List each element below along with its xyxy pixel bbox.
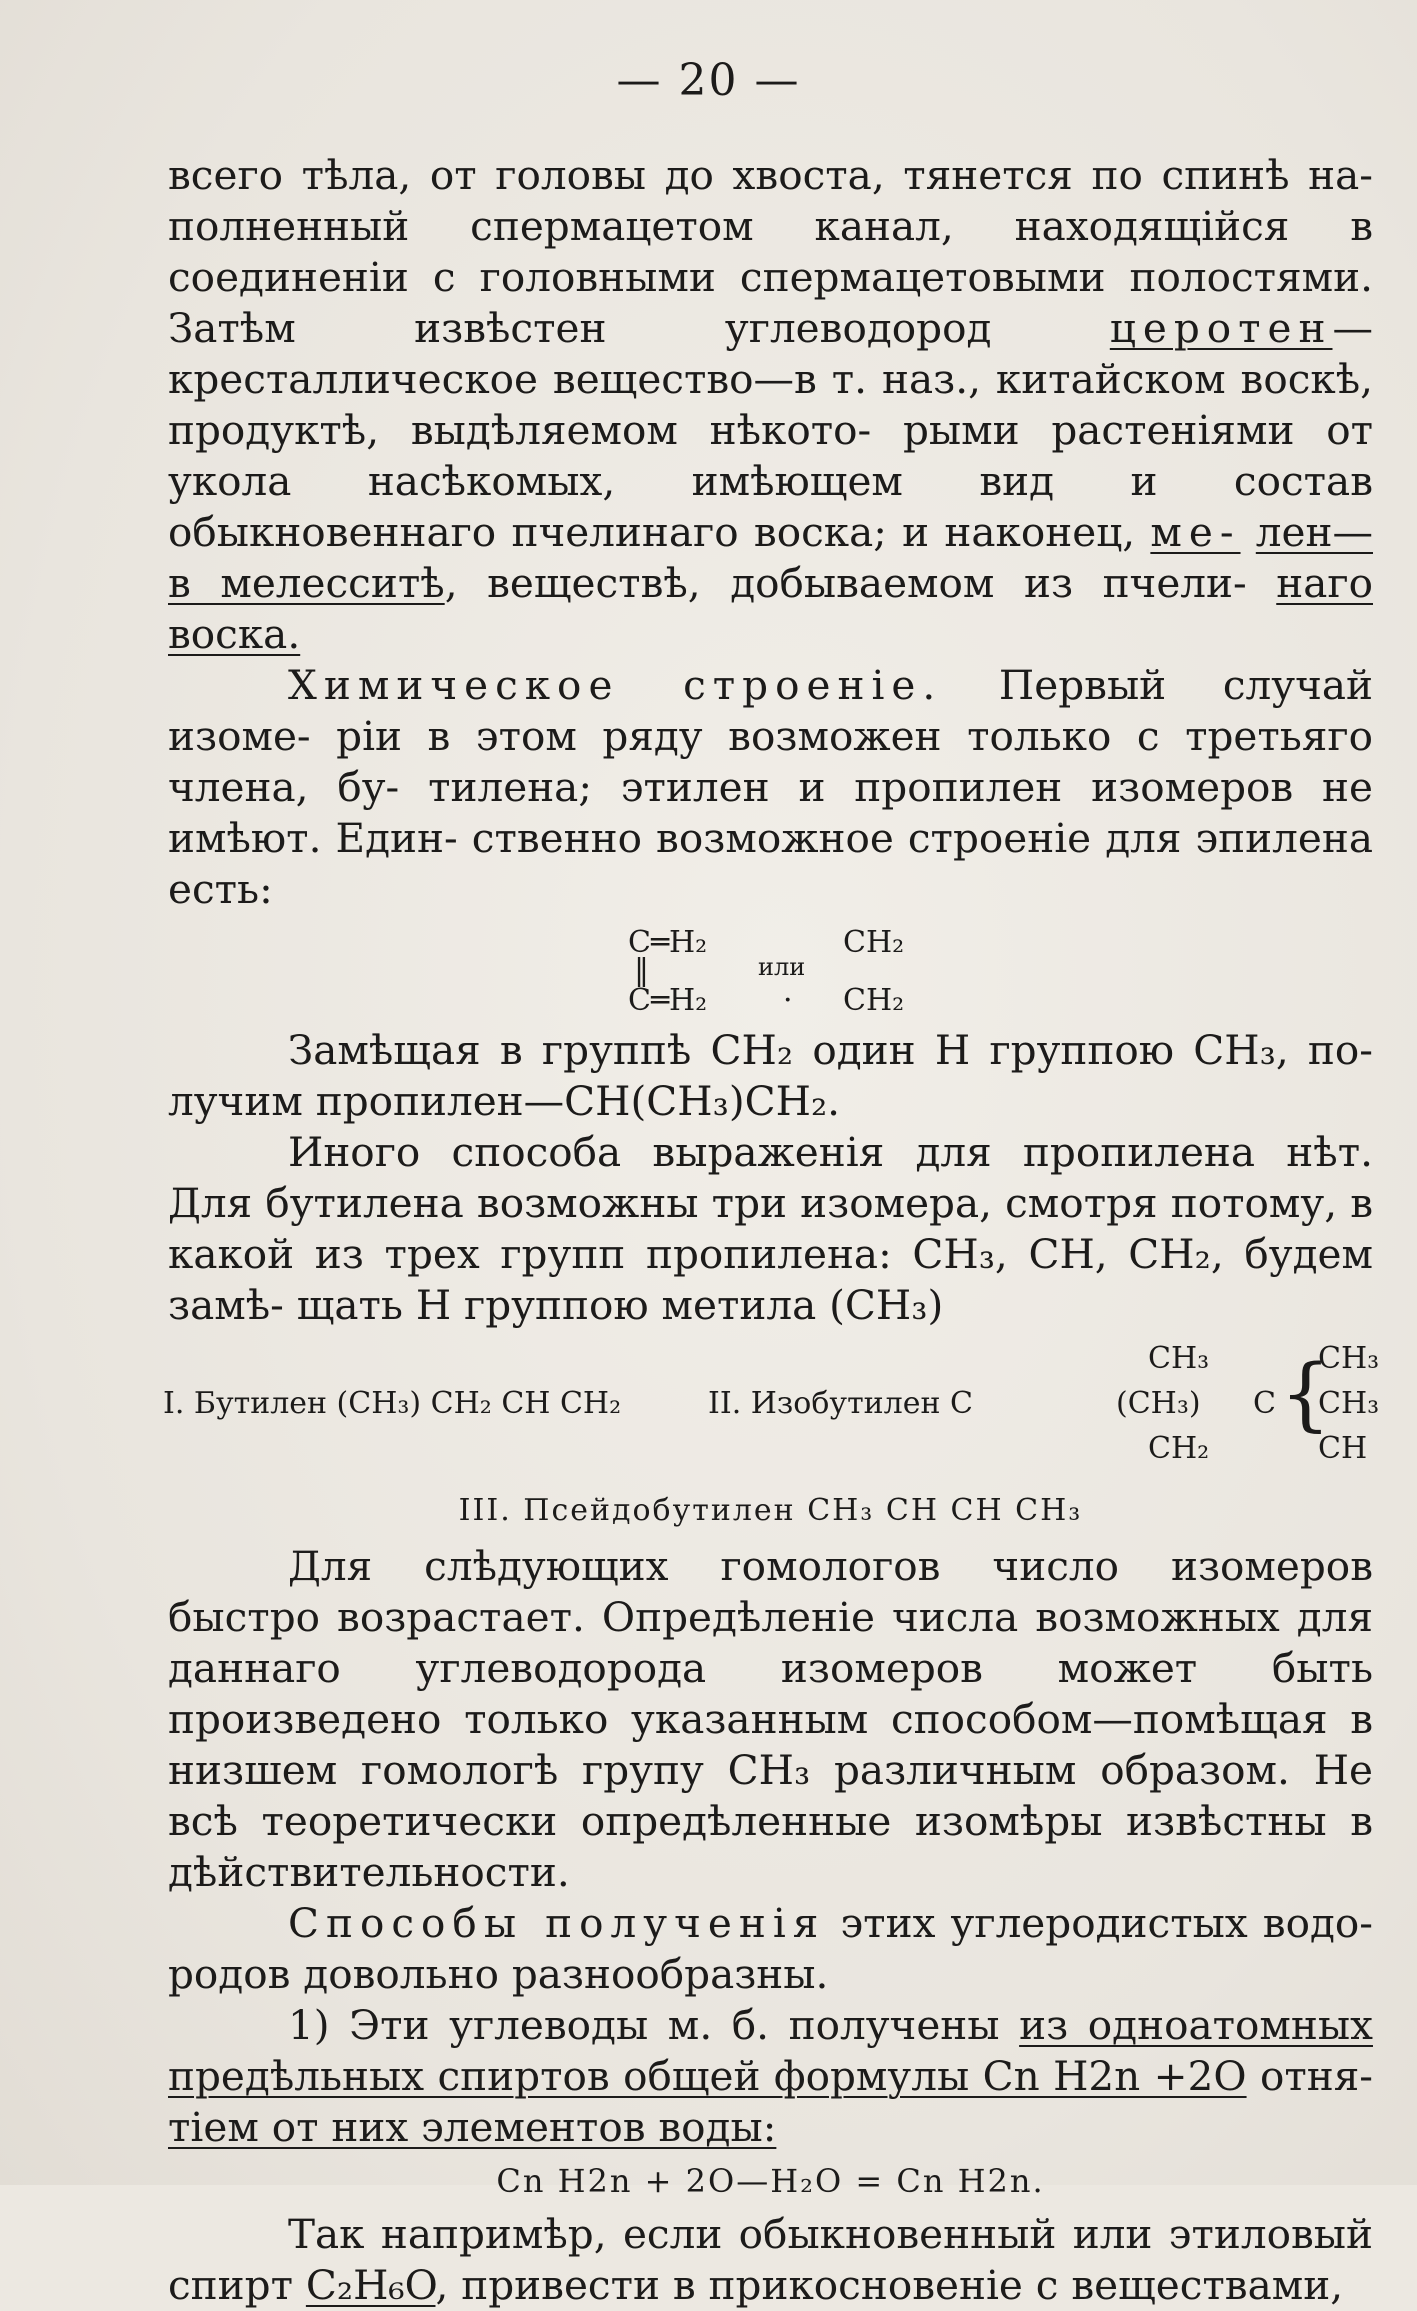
paragraph-example: Так напримѣр, если обыкновенный или этиловый спирт C₂H₆O, привести в прикосновеніе с веществами, (168, 2210, 1373, 2309)
heading-chemical-structure: Химическое строеніе. (288, 661, 943, 709)
paragraph-propylene: Замѣщая в группѣ CH₂ один H группою CH₃, по- лучим пропилен—CH(CH₃)CH₂. (168, 1026, 1373, 1125)
dehydration-formula: Cn H2n + 2O—H₂O = Cn H2n. (496, 2162, 1045, 2200)
paragraph-1: всего тѣла, от головы до хвоста, тянется по спинѣ на- полненный спермацетом канал, находящійся в соединеніи с головными спермацетовыми полостями. Затѣм извѣстен углеводород церотен—кресталлическое вещество—в т. наз., китайском воскѣ, продуктѣ, выдѣляемом нѣкото- рыми растеніями от укола насѣкомых, имѣющем вид и состав обыкновеннаго пчелинаго воска; и наконец, ме- лен—в мелесситѣ, веществѣ, добываемом из пчели- наго воска. (168, 151, 1374, 658)
paragraph-method-1: 1) Эти углеводы м. б. получены из одноатомных предѣльных спиртов общей формулы Cn H2n +2O отня- тіем от них элементов воды: (168, 2001, 1373, 2151)
isomer-formulas: I. Бутилен (CH₃) CH₂ CH CH₂ II. Изобутилен C CH₃ (CH₃) CH₂ C { CH₃ CH₃ CH (163, 1341, 1380, 1466)
pseudobutylene-formula: III. Псейдобутилен CH₃ CH CH CH₃ (458, 1493, 1083, 1528)
ethylene-formula: C═H₂ ‖ C═H₂ или · CH₂ CH₂ (628, 925, 905, 1018)
page-number: — 20 — (616, 55, 801, 106)
term-melen: ме- (1150, 508, 1241, 556)
paragraph-butylene: Иного способа выраженія для пропилена нѣт. Для бутилена возможны три изомера, смотря потому, в какой из трех групп пропилена: CH₃, CH, CH₂, будем замѣ- щать H группою метила (CH₃) (168, 1128, 1373, 1329)
paragraph-structure: Химическое строеніе. Первый случай изоме- ріи в этом ряду возможен только с третьяго члена, бу- тилена; этилен и пропилен изомеров не имѣют. Един- ственно возможное строеніе для эпилена есть: (168, 661, 1373, 913)
paragraph-methods: Способы полученія этих углеродистых водо- родов довольно разнообразны. (168, 1899, 1373, 1998)
term-ceroten: церотен (1109, 304, 1333, 352)
brace-glyph: { (1280, 1347, 1331, 1440)
text-column (163, 150, 1380, 2311)
heading-methods: Способы полученія (288, 1899, 826, 1947)
paragraph-homologs: Для слѣдующих гомологов число изомеров быстро возрастает. Опредѣленіе числа возможных для даннаго углеводорода изомеров может быть произведено только указанным способом—помѣщая в низшем гомологѣ групу CH₃ различным образом. Не всѣ теоретически опредѣленные изомѣры извѣстны в дѣйствительности. (168, 1542, 1373, 1896)
